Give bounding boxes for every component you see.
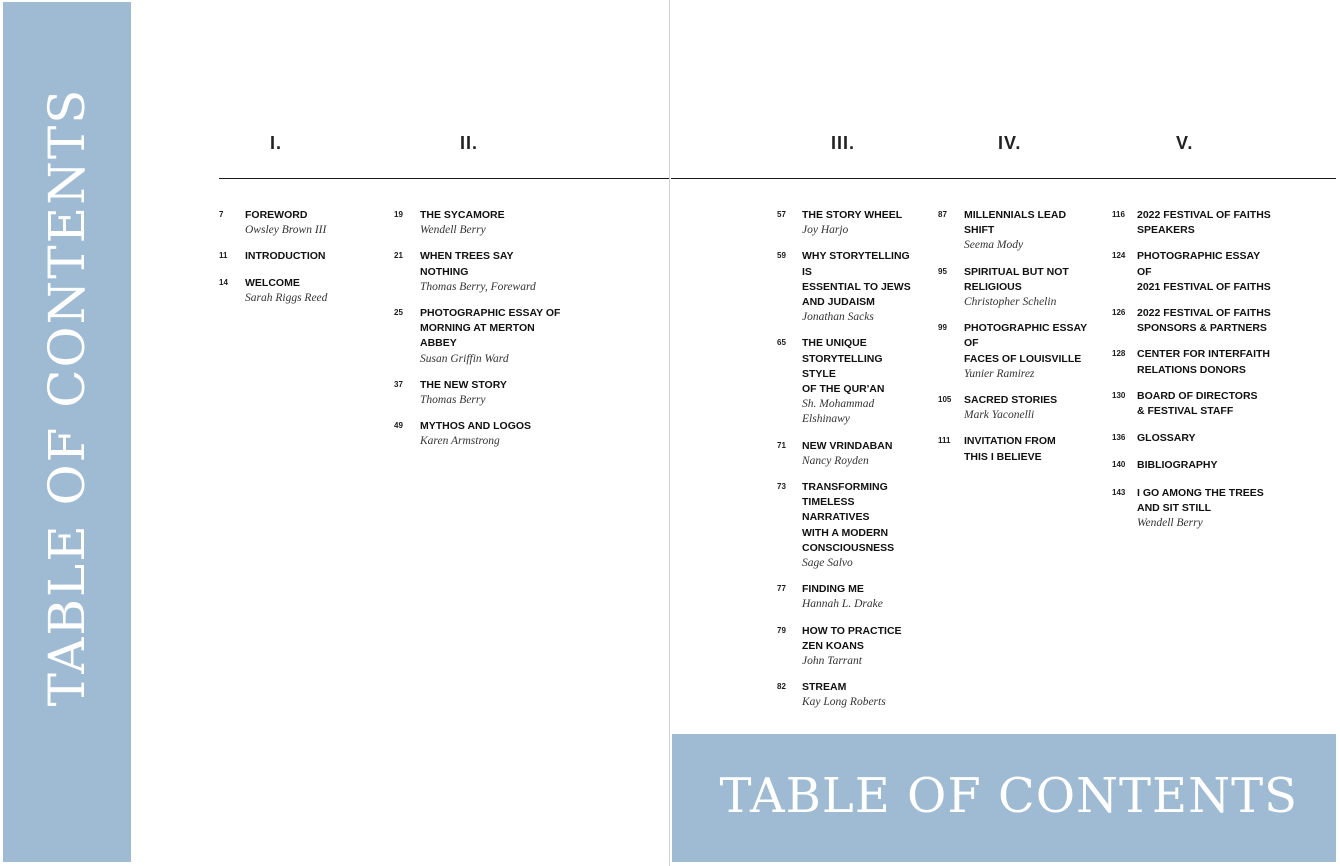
toc-entry-title: PHOTOGRAPHIC ESSAY OF 2021 FESTIVAL OF FAITHS [1137,250,1271,293]
toc-entry-body [245,276,379,306]
toc-entry-title: THE UNIQUE STORYTELLING STYLE OF THE QUR'AN [802,337,885,396]
toc-entry-body [802,208,917,238]
toc-entry-author: Seema Mody [964,239,1024,252]
toc-entry-title: SACRED STORIES [964,394,1058,407]
toc-page-number: 14 [219,277,228,287]
toc-entry-body [802,439,917,469]
toc-entry-body [964,208,1088,254]
toc-entry-body [1137,347,1272,377]
toc-entry-title: BIBLIOGRAPHY [1137,459,1218,472]
toc-entry-author: Mark Yaconelli [964,409,1035,422]
section-heading-2: II. [460,133,479,153]
toc-entry-body [1137,306,1272,336]
toc-entry-body [802,582,917,612]
toc-page-number: 49 [394,421,403,431]
toc-entry [394,249,564,295]
toc-entry-title: TRANSFORMING TIMELESS NARRATIVES WITH A MODERN CONSCIOUSNESS [802,481,895,554]
toc-entry-body [802,480,917,571]
toc-entry-body [420,249,564,295]
toc-page-number: 105 [938,395,952,405]
toc-page-number: 128 [1112,349,1126,359]
toc-entry-author: Kay Long Roberts [802,696,886,709]
toc-entry-title: WELCOME [245,276,300,289]
toc-page-number: 77 [777,584,786,594]
toc-entry [1112,306,1272,336]
section-heading-5: V. [1176,133,1194,153]
toc-page-number: 143 [1112,487,1126,497]
section-1-column [219,208,379,306]
toc-entry-body [420,306,564,367]
section-4-column [938,208,1088,465]
toc-entry-author: Wendell Berry [420,224,486,237]
toc-entry-author: Owsley Brown III [245,224,327,237]
toc-entry [1112,431,1272,446]
toc-entry [219,249,379,264]
toc-entry-title: 2022 FESTIVAL OF FAITHS SPEAKERS [1137,209,1271,237]
toc-entry-title: THE SYCAMORE [420,209,505,221]
toc-page-number: 111 [938,436,951,446]
toc-page-number: 25 [394,308,403,318]
toc-entry-body [802,249,917,325]
toc-entry-author: Sage Salvo [802,557,853,570]
toc-page-number: 124 [1112,251,1126,261]
toc-entry-author: Sarah Riggs Reed [245,291,328,304]
toc-entry [777,624,917,670]
toc-page-number: 11 [219,251,228,261]
toc-entry [938,265,1088,311]
toc-entry-body [964,265,1088,311]
toc-entry-body [802,336,917,427]
toc-page-number: 130 [1112,390,1126,400]
header-rule-right [671,178,1336,179]
toc-entry-title: I GO AMONG THE TREES AND SIT STILL [1137,486,1264,514]
toc-entry-body [1137,208,1272,238]
toc-page-number: 116 [1112,210,1125,219]
toc-page-number: 21 [394,251,403,261]
toc-page-number: 37 [394,379,403,389]
toc-entry-title: WHY STORYTELLING IS ESSENTIAL TO JEWS AND JUDAISM [802,250,911,309]
toc-entry-body [1137,458,1272,473]
toc-entry-title: CENTER FOR INTERFAITH RELATIONS DONORS [1137,348,1270,376]
toc-entry [777,208,917,238]
toc-entry-title: HOW TO PRACTICE ZEN KOANS [802,624,902,652]
toc-page-number: 79 [777,625,786,635]
toc-entry [219,208,379,238]
toc-entry-body [1137,249,1272,295]
toc-entry-title: BOARD OF DIRECTORS & FESTIVAL STAFF [1137,389,1258,418]
toc-entry-body [964,434,1088,464]
toc-entry-title: PHOTOGRAPHIC ESSAY OF MORNING AT MERTON ABBEY [420,307,561,350]
toc-entry-body [420,378,564,408]
toc-entry [1112,249,1272,295]
header-rule-left [219,178,670,179]
toc-entry-title: 2022 FESTIVAL OF FAITHS SPONSORS & PARTNERS [1137,307,1271,335]
toc-entry-body [1137,486,1272,532]
toc-page-number: 59 [777,251,786,261]
bottom-title: TABLE OF CONTENTS [719,768,1298,824]
right-page [671,0,1340,866]
toc-page-number: 71 [777,440,786,450]
toc-entry [394,208,564,238]
toc-entry-author: Jonathan Sacks [802,311,874,324]
toc-entry-author: Thomas Berry, Foreward [420,280,536,293]
section-heading-1: I. [270,133,283,153]
toc-entry [394,378,564,408]
toc-entry [777,249,917,325]
toc-entry [777,680,917,710]
toc-entry-author: Hannah L. Drake [802,598,883,611]
toc-entry-body [1137,431,1272,446]
toc-page-number: 99 [938,323,947,333]
toc-entry [938,393,1088,423]
toc-entry-title: THE NEW STORY [420,378,507,391]
toc-entry [1112,486,1272,532]
toc-entry [394,306,564,367]
toc-entry-title: FOREWORD [245,209,308,221]
toc-page-number: 140 [1112,460,1126,470]
toc-entry-author: Karen Armstrong [420,435,500,448]
toc-page-number: 82 [777,682,786,692]
toc-entry-title: STREAM [802,681,847,694]
toc-page-number: 95 [938,266,947,276]
toc-entry-body [1137,389,1272,419]
side-title: TABLE OF CONTENTS [38,87,96,707]
toc-entry-title: FINDING ME [802,583,864,596]
toc-page-number: 57 [777,210,786,219]
toc-entry [777,480,917,571]
toc-entry-title: MYTHOS AND LOGOS [420,420,532,433]
toc-entry-author: Nancy Royden [802,454,869,467]
toc-entry-title: PHOTOGRAPHIC ESSAY OF FACES OF LOUISVILLE [964,322,1087,365]
toc-entry [1112,389,1272,419]
toc-page-number: 7 [219,210,224,219]
toc-entry-author: John Tarrant [802,655,862,668]
side-title-band [3,2,131,862]
section-2-column [394,208,564,450]
toc-entry-body [802,624,917,670]
toc-entry-author: Sh. Mohammad Elshinawy [802,398,875,426]
toc-entry [1112,347,1272,377]
toc-entry [777,336,917,427]
toc-entry-title: INTRODUCTION [245,250,326,263]
toc-entry [394,419,564,449]
toc-entry [1112,208,1272,238]
toc-entry-author: Joy Harjo [802,224,849,237]
toc-entry-body [245,249,379,264]
toc-entry-body [964,393,1088,423]
toc-entry-title: NEW VRINDABAN [802,439,893,452]
toc-entry-author: Christopher Schelin [964,296,1057,309]
toc-entry-title: WHEN TREES SAY NOTHING [420,250,514,278]
toc-entry [219,276,379,306]
toc-entry-title: INVITATION FROM THIS I BELIEVE [964,435,1056,463]
toc-entry-body [245,208,379,238]
toc-page-number: 87 [938,210,947,219]
toc-entry-title: SPIRITUAL BUT NOT RELIGIOUS [964,265,1069,293]
toc-entry-author: Thomas Berry [420,394,486,407]
toc-entry-title: GLOSSARY [1137,432,1196,445]
toc-page-number: 136 [1112,433,1126,443]
toc-entry-title: MILLENNIALS LEAD SHIFT [964,209,1067,237]
toc-entry-author: Wendell Berry [1137,517,1203,530]
toc-entry [938,321,1088,382]
toc-entry [777,439,917,469]
toc-entry-author: Yunier Ramirez [964,367,1035,380]
toc-entry [777,582,917,612]
toc-entry-body [802,680,917,710]
section-3-column [777,208,917,711]
toc-page-number: 19 [394,210,403,219]
section-5-column [1112,208,1272,531]
toc-entry-body [420,208,564,238]
toc-entry-author: Susan Griffin Ward [420,352,509,365]
section-heading-4: IV. [998,133,1022,153]
toc-page-number: 126 [1112,308,1126,318]
toc-entry-body [420,419,564,449]
bottom-title-band [672,734,1336,862]
toc-page-number: 65 [777,338,786,348]
toc-entry [1112,458,1272,473]
toc-entry [938,434,1088,464]
toc-entry-body [964,321,1088,382]
toc-entry [938,208,1088,254]
toc-page-number: 73 [777,482,786,492]
toc-entry-title: THE STORY WHEEL [802,209,903,221]
section-heading-3: III. [831,133,856,153]
